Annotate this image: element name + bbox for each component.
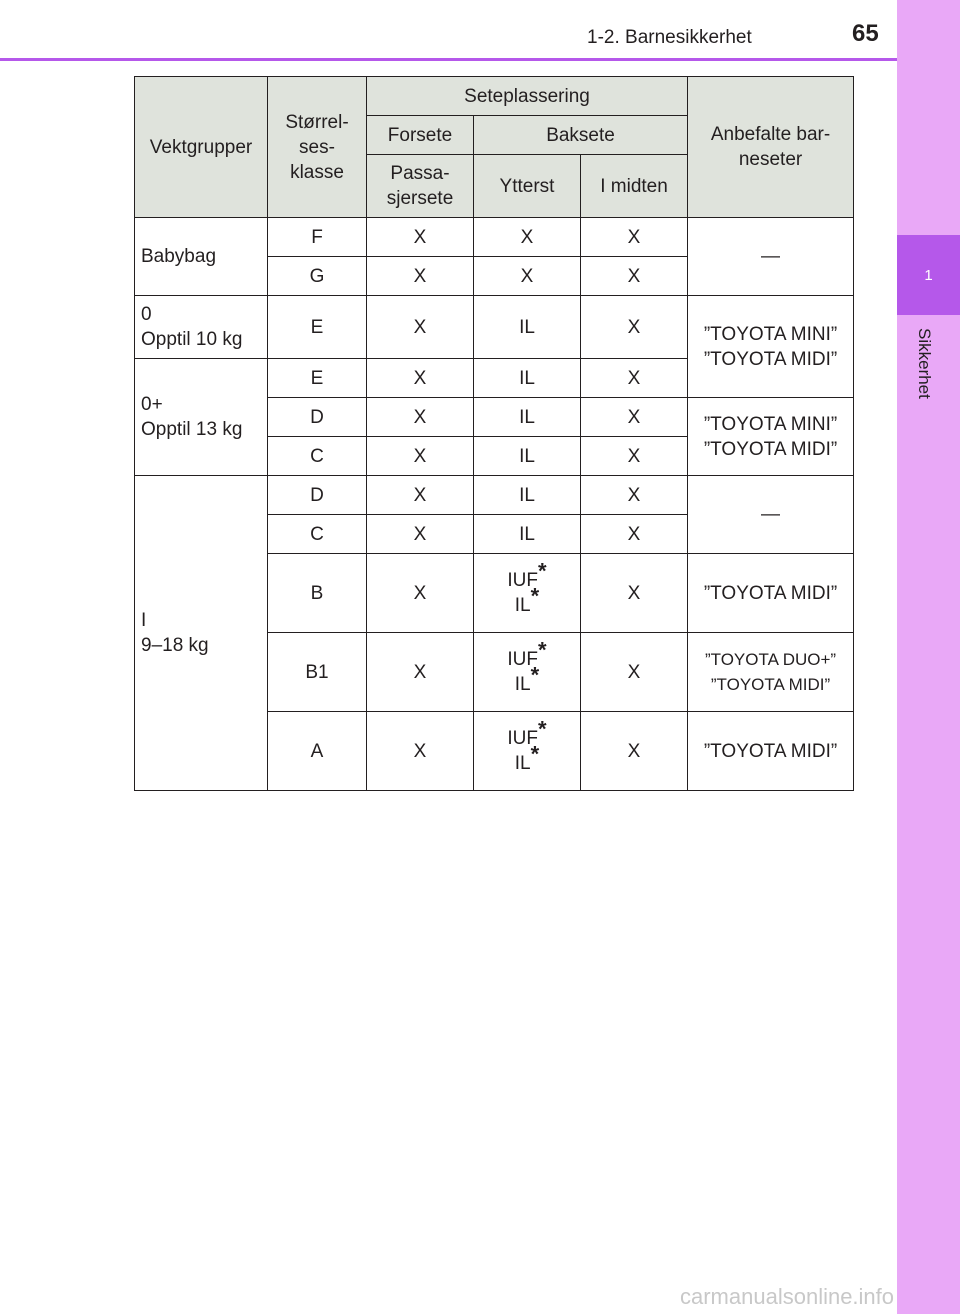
middle-cell: X: [581, 437, 688, 476]
outer-cell: IL: [474, 515, 581, 554]
middle-cell: X: [581, 633, 688, 712]
outer-cell: X: [474, 257, 581, 296]
outer-cell: IL: [474, 398, 581, 437]
recommended-cell: ”TOYOTA MIDI”: [688, 712, 854, 791]
middle-cell: X: [581, 398, 688, 437]
watermark: carmanualsonline.info: [680, 1284, 895, 1309]
section-title: 1-2. Barnesikkerhet: [587, 27, 752, 48]
passenger-cell: X: [367, 554, 474, 633]
child-seat-table: [134, 76, 854, 791]
passenger-cell: X: [367, 398, 474, 437]
chapter-label: Sikkerhet: [915, 328, 934, 399]
middle-cell: X: [581, 359, 688, 398]
outer-cell: IUF* IL*: [474, 554, 581, 633]
header-passenger-seat: Passa- sjersete: [367, 155, 474, 218]
outer-cell: X: [474, 218, 581, 257]
header-rule: [0, 58, 897, 61]
passenger-cell: X: [367, 218, 474, 257]
table-row: [135, 476, 854, 515]
passenger-cell: X: [367, 257, 474, 296]
middle-cell: X: [581, 296, 688, 359]
table-row: [135, 296, 854, 359]
header-recommended: Anbefalte bar- neseter: [688, 77, 854, 218]
chapter-number: 1: [924, 266, 933, 284]
size-cell: D: [268, 476, 367, 515]
chapter-number-tab[interactable]: [897, 235, 960, 315]
outer-cell: IL: [474, 296, 581, 359]
group-cell: Babybag: [135, 218, 268, 296]
header-middle: I midten: [581, 155, 688, 218]
recommended-cell: ”TOYOTA MINI” ”TOYOTA MIDI”: [688, 296, 854, 398]
size-cell: E: [268, 359, 367, 398]
passenger-cell: X: [367, 633, 474, 712]
recommended-cell: ”TOYOTA DUO+” ”TOYOTA MIDI”: [688, 633, 854, 712]
outer-cell: IL: [474, 476, 581, 515]
recommended-cell: —: [688, 218, 854, 296]
asterisk-mark: *: [530, 583, 540, 609]
size-cell: F: [268, 218, 367, 257]
group-cell: I 9–18 kg: [135, 476, 268, 791]
passenger-cell: X: [367, 296, 474, 359]
passenger-cell: X: [367, 437, 474, 476]
recommended-cell: ”TOYOTA MIDI”: [688, 554, 854, 633]
middle-cell: X: [581, 476, 688, 515]
middle-cell: X: [581, 515, 688, 554]
recommended-cell: —: [688, 476, 854, 554]
middle-cell: X: [581, 257, 688, 296]
outer-cell: IL: [474, 359, 581, 398]
header-front-seat: Forsete: [367, 116, 474, 155]
outer-cell: IUF* IL*: [474, 712, 581, 791]
passenger-cell: X: [367, 359, 474, 398]
size-cell: B: [268, 554, 367, 633]
header-size-class: Størrel- ses- klasse: [268, 77, 367, 218]
size-cell: C: [268, 515, 367, 554]
header-weight-group: Vektgrupper: [135, 77, 268, 218]
group-cell: 0+ Opptil 13 kg: [135, 359, 268, 476]
asterisk-mark: *: [538, 716, 547, 742]
outer-cell: IL: [474, 437, 581, 476]
size-cell: A: [268, 712, 367, 791]
size-cell: E: [268, 296, 367, 359]
page-number: 65: [852, 20, 879, 47]
size-cell: C: [268, 437, 367, 476]
outer-cell: IUF* IL*: [474, 633, 581, 712]
middle-cell: X: [581, 554, 688, 633]
header-outer: Ytterst: [474, 155, 581, 218]
asterisk-mark: *: [530, 662, 540, 688]
group-cell: 0 Opptil 10 kg: [135, 296, 268, 359]
recommended-cell: ”TOYOTA MINI” ”TOYOTA MIDI”: [688, 398, 854, 476]
passenger-cell: X: [367, 515, 474, 554]
middle-cell: X: [581, 218, 688, 257]
asterisk-mark: *: [538, 558, 547, 584]
asterisk-mark: *: [530, 741, 540, 767]
size-cell: B1: [268, 633, 367, 712]
size-cell: G: [268, 257, 367, 296]
asterisk-mark: *: [538, 637, 547, 663]
chapter-side-tab: [897, 0, 960, 1314]
middle-cell: X: [581, 712, 688, 791]
header-rear-seat: Baksete: [474, 116, 688, 155]
passenger-cell: X: [367, 712, 474, 791]
table-row: [135, 218, 854, 257]
passenger-cell: X: [367, 476, 474, 515]
size-cell: D: [268, 398, 367, 437]
header-seat-position: Seteplassering: [367, 77, 688, 116]
